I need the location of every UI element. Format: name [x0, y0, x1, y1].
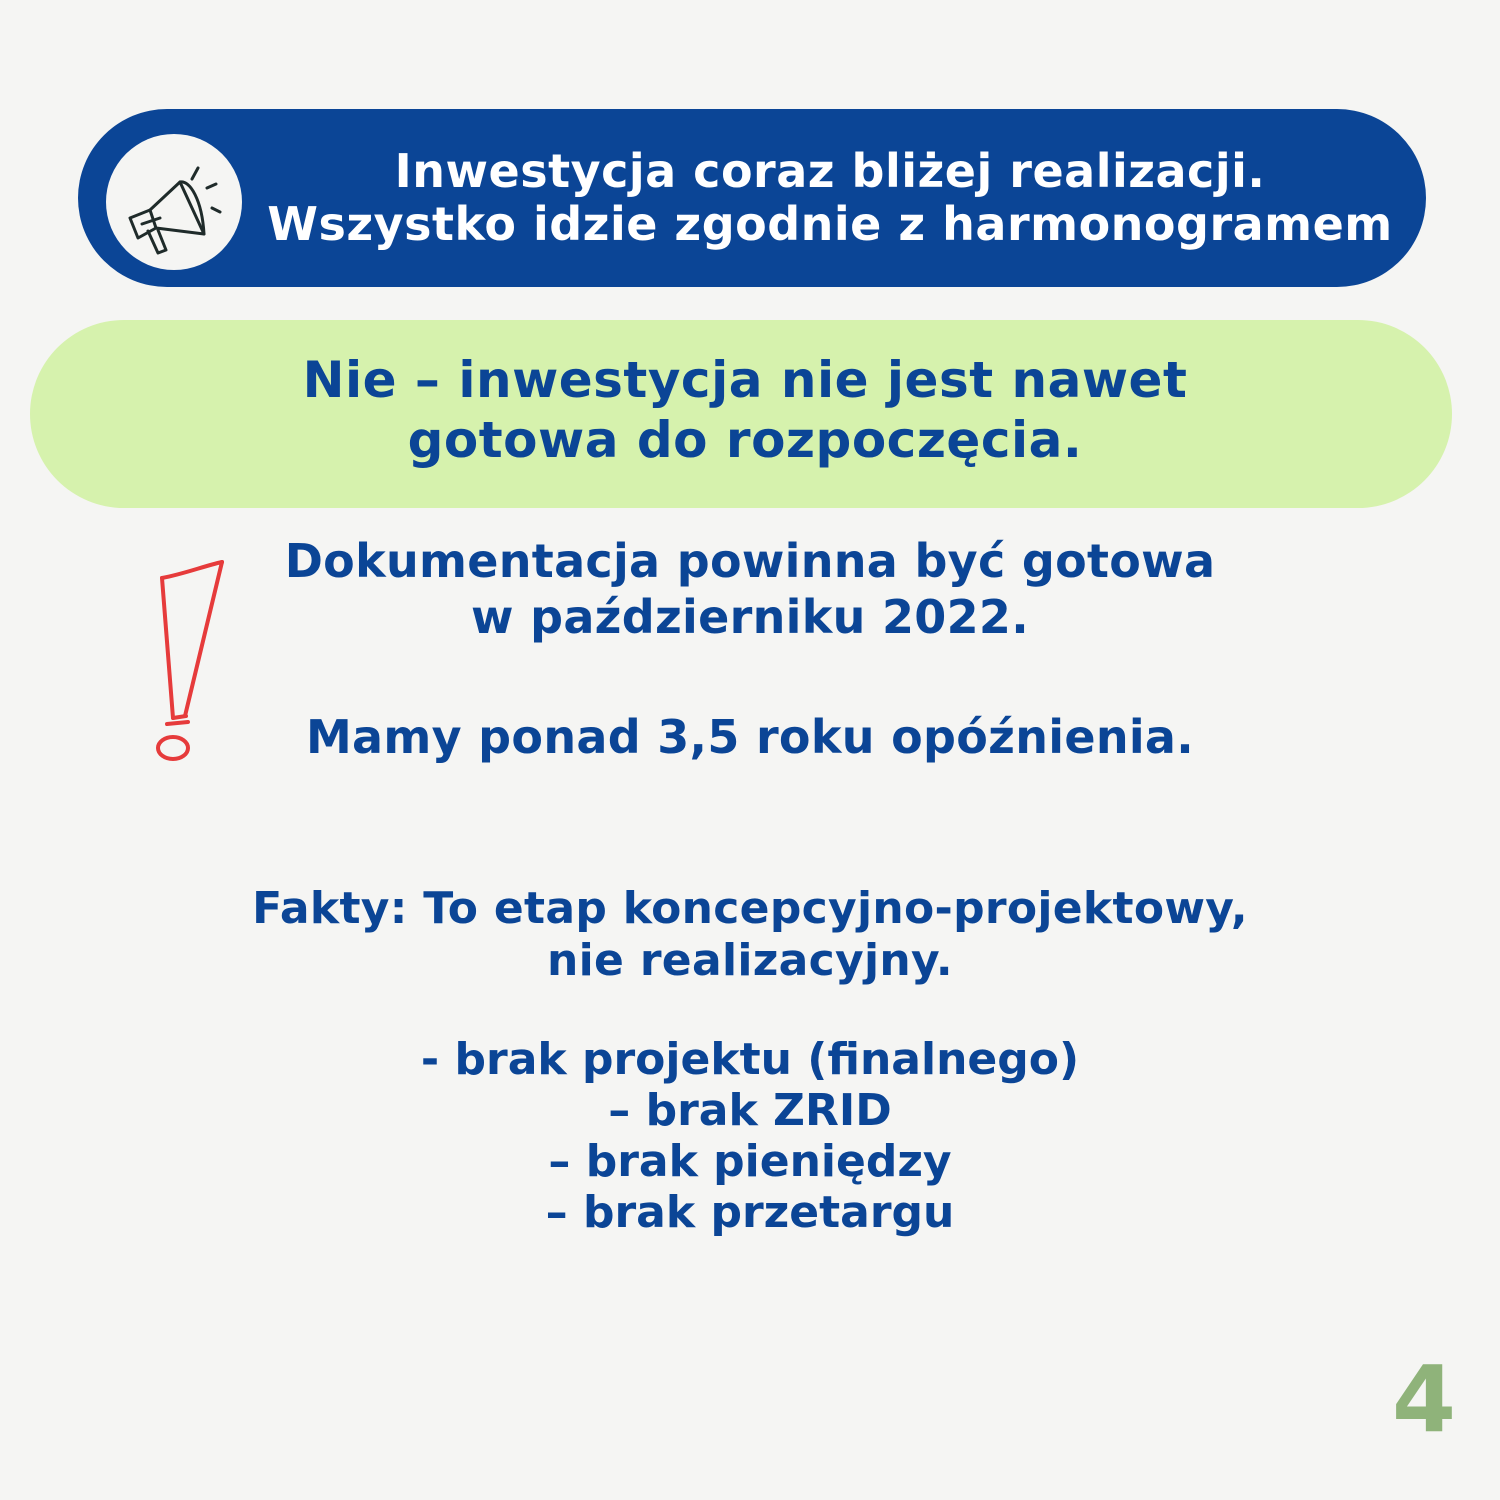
facts-list [230, 1034, 1270, 1238]
answer-line-1: Nie – inwestycja nie jest nawet [302, 351, 1188, 409]
list-item: – brak pieniędzy [548, 1136, 952, 1187]
exclamation-mark-icon [140, 552, 240, 772]
list-item: – brak przetargu [545, 1187, 955, 1238]
documentation-line-1: Dokumentacja powinna być gotowa [284, 534, 1216, 588]
claim-line-2: Wszystko idzie zgodnie z harmonogramem [267, 197, 1393, 251]
megaphone-icon [106, 134, 242, 270]
documentation-deadline [230, 533, 1270, 645]
answer-headline [30, 350, 1460, 470]
list-item: - brak projektu (finalnego) [420, 1034, 1080, 1085]
megaphone-badge [106, 134, 242, 270]
page-number: 4 [1391, 1346, 1456, 1453]
facts-line-1: Fakty: To etap koncepcyjno-projektowy, [252, 883, 1248, 934]
claim-banner [78, 109, 1426, 287]
claim-line-1: Inwestycja coraz bliżej realizacji. [394, 144, 1266, 198]
answer-line-2: gotowa do rozpoczęcia. [407, 411, 1083, 469]
documentation-line-2: w październiku 2022. [471, 590, 1029, 644]
delay-statement: Mamy ponad 3,5 roku opóźnienia. [305, 710, 1195, 764]
facts-intro [230, 883, 1270, 987]
list-item: – brak ZRID [608, 1085, 892, 1136]
facts-line-2: nie realizacyjny. [547, 935, 953, 986]
claim-headline [250, 145, 1410, 251]
answer-banner [30, 320, 1452, 508]
